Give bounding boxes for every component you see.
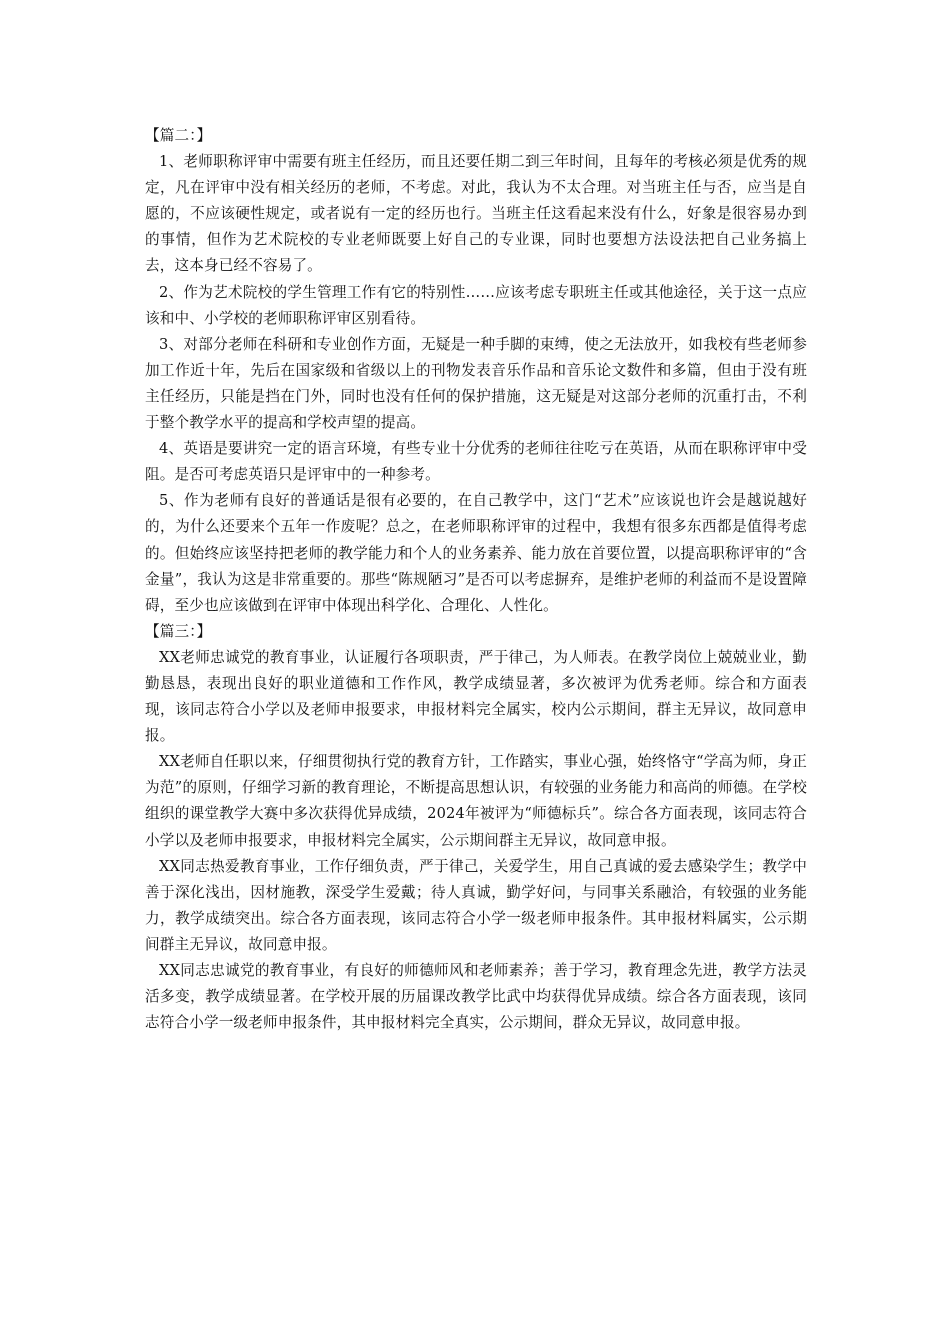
section-3-paragraph-1: XX老师忠诚党的教育事业，认证履行各项职责，严于律己，为人师表。在教学岗位上兢兢业业，勤勤恳恳，表现出良好的职业道德和工作作风，教学成绩显著，多次被评为优秀老师。综合和方面表现，该同志符合小学以及老师申报要求，申报材料完全属实，校内公示期间，群主无异议，故同意申报。	[145, 648, 807, 745]
section-2-paragraph-2: 2、作为艺术院校的学生管理工作有它的特别性……应该考虑专职班主任或其他途径，关于这一点应该和中、小学校的老师职称评审区别看待。	[145, 283, 807, 327]
section-3-heading: 【篇三：】	[145, 622, 212, 640]
section-3-paragraph-3: XX同志热爱教育事业，工作仔细负责，严于律己，关爱学生，用自己真诚的爱去感染学生；教学中善于深化浅出，因材施教，深受学生爱戴；待人真诚，勤学好问，与同事关系融洽，有较强的业务能力，教学成绩突出。综合各方面表现，该同志符合小学一级老师申报条件。其申报材料属实，公示期间群主无异议，故同意申报。	[145, 857, 807, 953]
section-3-paragraph-2: XX老师自任职以来，仔细贯彻执行党的教育方针，工作踏实，事业心强，始终恪守“学高为师，身正为范”的原则，仔细学习新的教育理论，不断提高思想认识，有较强的业务能力和高尚的师德。在学校组织的课堂教学大赛中多次获得优异成绩，2024年被评为“师德标兵”。综合各方面表现，该同志符合小学以及老师申报要求，申报材料完全属实，公示期间群主无异议，故同意申报。	[145, 753, 807, 849]
section-2-paragraph-1: 1、老师职称评审中需要有班主任经历，而且还要任期二到三年时间，且每年的考核必须是优秀的规定，凡在评审中没有相关经历的老师，不考虑。对此，我认为不太合理。对当班主任与否，应当是自愿的，不应该硬性规定，或者说有一定的经历也行。当班主任这看起来没有什么，好象是很容易办到的事情，但作为艺术院校的专业老师既要上好自己的专业课，同时也要想方法设法把自己业务搞上去，这本身已经不容易了。	[145, 153, 807, 275]
document-body	[145, 123, 807, 1036]
section-2-paragraph-3: 3、对部分老师在科研和专业创作方面，无疑是一种手脚的束缚，使之无法放开，如我校有些老师参加工作近十年，先后在国家级和省级以上的刊物发表音乐作品和音乐论文数件和多篇，但由于没有班主任经历，只能是挡在门外，同时也没有任何的保护措施，这无疑是对这部分老师的沉重打击，不利于整个教学水平的提高和学校声望的提高。	[145, 335, 807, 432]
section-2-paragraph-5: 5、作为老师有良好的普通话是很有必要的，在自己教学中，这门“艺术”应该说也许会是越说越好的，为什么还要来个五年一作废呢？总之，在老师职称评审的过程中，我想有很多东西都是值得考虑的。但始终应该坚持把老师的教学能力和个人的业务素养、能力放在首要位置，以提高职称评审的“含金量”，我认为这是非常重要的。那些“陈规陋习”是否可以考虑摒弃，是维护老师的利益而不是设置障碍，至少也应该做到在评审中体现出科学化、合理化、人性化。	[145, 492, 807, 614]
section-2-paragraph-4: 4、英语是要讲究一定的语言环境，有些专业十分优秀的老师往往吃亏在英语，从而在职称评审中受阻。是否可考虑英语只是评审中的一种参考。	[145, 440, 807, 484]
section-3-paragraph-4: XX同志忠诚党的教育事业，有良好的师德师风和老师素养；善于学习，教育理念先进，教学方法灵活多变，教学成绩显著。在学校开展的历届课改教学比武中均获得优异成绩。综合各方面表现，该同志符合小学一级老师申报条件，其申报材料完全真实，公示期间，群众无异议，故同意申报。	[145, 962, 807, 1032]
section-2-heading: 【篇二：】	[145, 127, 212, 144]
